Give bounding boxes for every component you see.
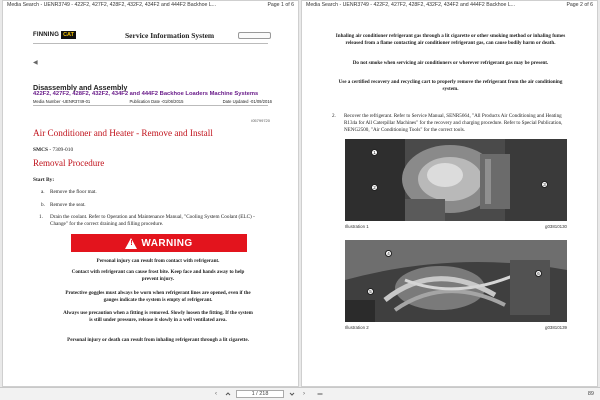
sis-title: Service Information System: [125, 31, 215, 40]
illustration-2-code: g03810139: [545, 325, 567, 330]
illustration-2-caption: [345, 325, 567, 330]
warning-banner: [71, 234, 247, 252]
page-header-title: Media Search - UENR3749 - 422F2, 427F2, 428F2, 432F2, 434F2 and 444F2 Backhoe L...: [306, 2, 516, 8]
smcs-label: SMCS: [33, 147, 48, 153]
warning-label: WARNING: [141, 237, 193, 249]
illustration-2-label: Illustration 2: [345, 325, 369, 330]
chevron-left-icon: ‹: [215, 391, 217, 397]
meta-divider: [33, 105, 268, 106]
step-1-text: Drain the coolant. Refer to Operation and Maintenance Manual, "Cooling System Coolant (ELC) - Change" for the correct draining and filling procedure.: [50, 214, 255, 227]
warning-text-1: Personal injury can result from contact with refrigerant.: [96, 258, 220, 264]
illustration-2-graphic: [345, 240, 567, 322]
removal-procedure-title: Removal Procedure: [33, 158, 105, 168]
step-2-text: Recover the refrigerant. Refer to Service Manual, SENR5664, "All Products Air Conditioning and Heating R134a for All Caterpillar Machines" for the recovery and charging procedure. Refer to Special Publication, NENG2500, "Air Conditioning Tools" for the correct tools.: [344, 113, 563, 133]
warning-continued-1: Inhaling air conditioner refrigerant gas through a lit cigarette or other smoking method or inhaling fumes released from a flame contacting air conditioner refrigerant gas, can cause bodily harm or death.: [335, 33, 566, 46]
previous-page-button[interactable]: [212, 390, 220, 398]
step-a-text: Remove the floor mat.: [50, 189, 97, 195]
start-by-label: Start By:: [33, 177, 55, 183]
warning-text-5: Personal injury or death can result from inhaling refrigerant through a lit cigarette.: [67, 337, 249, 343]
step-a-letter: a.: [41, 189, 45, 195]
page-down-button[interactable]: [288, 390, 296, 398]
callout-2: 2: [371, 184, 378, 191]
pdf-page-2: [301, 0, 598, 387]
page-number-input[interactable]: 1 / 218: [236, 390, 284, 398]
page-header: [306, 2, 593, 10]
step-1-number: 1.: [39, 214, 43, 220]
page-up-icon: [224, 390, 232, 398]
illustration-1-code: g03810130: [545, 224, 567, 229]
logo-cat-text: CAT: [63, 32, 74, 38]
illustration-2-photo: [345, 240, 567, 322]
sis-search-box[interactable]: [238, 32, 271, 39]
warning-continued-3: Use a certified recovery and recycling cart to properly remove the refrigerant from the air conditioning system.: [338, 79, 563, 92]
page-down-icon: [288, 390, 296, 398]
callout-5: 5: [367, 288, 374, 295]
smcs-value: - 7309-010: [47, 147, 74, 153]
page-header: [7, 2, 294, 10]
logo-finning-text: FINNING: [33, 32, 60, 38]
callout-6: 6: [535, 270, 542, 277]
page-header-number: Page 2 of 6: [566, 2, 593, 8]
illustration-1-label: Illustration 1: [345, 224, 369, 229]
first-page-button[interactable]: [224, 390, 232, 398]
callout-1: 1: [371, 149, 378, 156]
warning-mark: !: [130, 239, 133, 247]
finning-cat-logo: [33, 31, 76, 39]
warning-continued-2: Do not smoke when servicing air conditioners or wherever refrigerant gas may be present.: [352, 60, 549, 66]
machine-models: 422F2, 427F2, 428F2, 432F2, 434F2 and 444F2 Backhoe Loaders Machine Systems: [33, 91, 259, 97]
date-updated: Date Updated -01/09/2016: [222, 99, 272, 104]
zoom-level[interactable]: 89: [587, 391, 594, 397]
callout-4: 4: [385, 250, 392, 257]
illustration-1-graphic: [345, 139, 567, 221]
pdf-toolbar: [0, 387, 600, 400]
page-header-title: Media Search - UENR3749 - 422F2, 427F2, 428F2, 432F2, 434F2 and 444F2 Backhoe L...: [7, 2, 217, 8]
warning-text-3: Protective goggles must always be worn when refrigerant lines are opened, even if the gauges indicate the system is empty of refrigerant.: [65, 290, 251, 303]
page-header-number: Page 1 of 6: [267, 2, 294, 8]
zoom-out-button[interactable]: [316, 390, 324, 398]
main-title: Air Conditioner and Heater - Remove and Install: [33, 128, 213, 138]
document-category: Disassembly and Assembly: [33, 83, 128, 92]
smcs-code: [33, 147, 73, 153]
warning-text-2: Contact with refrigerant can cause frost bite. Keep face and hands away to help prevent injury.: [71, 269, 245, 282]
next-page-button[interactable]: [300, 390, 308, 398]
step-2-number: 2.: [332, 113, 336, 119]
step-b-letter: b.: [41, 202, 45, 208]
illustration-1-caption: [345, 224, 567, 229]
document-code: i05799720: [251, 118, 270, 123]
step-b-text: Remove the seat.: [50, 202, 86, 208]
warning-triangle-icon: [125, 238, 137, 249]
chevron-right-icon: ›: [303, 391, 305, 397]
illustration-1-photo: [345, 139, 567, 221]
back-arrow-icon[interactable]: ◀: [33, 60, 38, 66]
pdf-page-1: [2, 0, 299, 387]
media-number: Media Number -UENR3749-01: [33, 99, 91, 104]
document-meta: [33, 99, 272, 104]
publication-date: Publication Date -01/06/2015: [129, 99, 184, 104]
minus-icon: [316, 390, 324, 398]
warning-text-4: Always use precaution when a fitting is removed. Slowly loosen the fitting. If the system is still under pressure, release it slowly in a well ventilated area.: [63, 310, 253, 323]
step-2: [332, 113, 572, 133]
header-divider: [33, 43, 268, 44]
callout-3: 3: [541, 181, 548, 188]
